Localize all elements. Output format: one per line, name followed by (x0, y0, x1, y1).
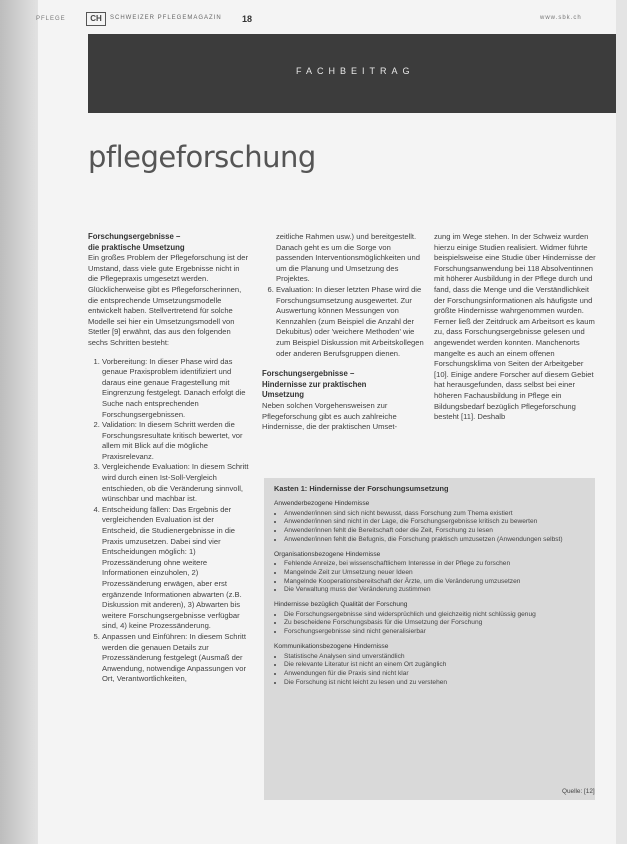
section-heading: die praktische Umsetzung (88, 242, 185, 252)
group-heading: Hindernisse bezüglich Qualität der Forschung (274, 601, 408, 609)
paragraph: zung im Wege stehen. In der Schweiz wurden hierzu einige Studien realisiert. Widmer führte beispielsweise eine Studie über Hindernisse der Forschungsanwendung bei 118 Absolventinnen mit höherer Ausbildung in der Pflege durch und fand, dass die Menge und die Verständlichkeit der Forschungsinformationen als häufigste und größte Hindernisse wahrgenommen wurden. Ferner ließ der Zeitdruck am Arbeitsort es kaum zu, dass Forschungsergebnisse gelesen und angewendet werden konnten. Manchenorts mangelte es auch an einem offenen Forschungsklima von Seiten der Arbeitgeber [10]. Einige andere Forscher auf diesem Gebiet hat herausgefunden, dass selbst bei einer höheren Fachausbildung in Pflege ein Bildungsbedarf bezüglich Pflegeforschung besteht [11]. Deshalb (434, 232, 596, 422)
group-heading: Kommunikationsbezogene Hindernisse (274, 642, 389, 650)
list-item: 5. Anpassen und Einführen: In diesem Schritt werden die genauen Details zur Prozessänderung festgelegt (Ausmaß der Anwendung, notwendige Anpassungen vor Ort, Verantwortlichkeiten, (102, 632, 250, 685)
list-item: 6. Evaluation: In dieser letzten Phase wird die Forschungsumsetzung ausgewertet. Zur Auswertung können Messungen von Kennzahlen (zum Beispiel die Anzahl der Dekubitus) oder 'weichere Methoden' wie zum Beispiel Diskussion mit Arbeitskollegen oder anderen Berufsgruppen dienen. (276, 285, 424, 359)
steps-list (88, 357, 250, 685)
magazine-logo-icon: CH (86, 12, 106, 26)
page-header (0, 0, 627, 34)
list-item: • Die Forschung ist nicht leicht zu lesen und zu verstehen (284, 679, 589, 688)
section-banner (88, 34, 616, 113)
page-number: 18 (242, 14, 253, 24)
list-item: • Anwender/innen sind nicht in der Lage, die Forschungsergebnisse kritisch zu bewerten (284, 518, 589, 527)
list-item: • Anwendungen für die Praxis sind nicht klar (284, 670, 589, 679)
article-column-1 (88, 232, 250, 685)
intro-paragraph: Ein großes Problem der Pflegeforschung ist der Umstand, dass viele gute Ergebnisse nicht in die Pflegepraxis umgesetzt werden. Glücklicherweise gibt es Pflegeforscherinnen, die entsprechende Umsetzungsmodelle entwickelt haben. Stellvertretend für solche Modelle sei hier ein Umsetzungsmodell von Stetler [9] erwähnt, das aus den folgenden sechs Schritten besteht: (88, 253, 248, 347)
list-item: 2. Validation: In diesem Schritt werden die Forschungsresultate kritisch bewertet, vor allem mit Blick auf die mögliche Praxisrelevanz. (102, 420, 250, 462)
article-title: pflegeforschung (88, 140, 316, 174)
list-item: • Zu bescheidene Forschungsbasis für die Umsetzung der Forschung (284, 619, 589, 628)
list-item: • Anwender/innen fehlt die Befugnis, die Forschung praktisch umzusetzen (Anwendungen selbst) (284, 536, 589, 545)
step-continuation: zeitliche Rahmen usw.) und bereitgestellt. Danach geht es um die Sorge von passenden Interventionsmöglichkeiten und um die Planung und Umsetzung des Projektes. (276, 232, 420, 284)
header-left-text: PFLEGE (36, 16, 66, 22)
group-heading: Anwenderbezogene Hindernisse (274, 500, 370, 507)
header-right-text: www.sbk.ch (540, 15, 582, 21)
list-item: 1. Vorbereitung: In dieser Phase wird das genaue Praxisproblem identifiziert und daraus eine genaue Fragestellung mit Eingrenzung festgelegt. Danach erfolgt die Suche nach entsprechenden Forschungsergebnissen. (102, 357, 250, 421)
list-item: • Mangelnde Zeit zur Umsetzung neuer Ideen (284, 569, 589, 578)
box-group (274, 551, 589, 596)
magazine-name: SCHWEIZER PFLEGEMAGAZIN (110, 15, 222, 21)
paragraph: Neben solchen Vorgehensweisen zur Pflegeforschung gibt es auch zahlreiche Hindernisse, die der praktischen Umset- (262, 400, 398, 432)
box-group (274, 601, 589, 637)
list-item: 3. Vergleichende Evaluation: In diesem Schritt wird durch einen Ist-Soll-Vergleich entschieden, ob die Veränderung sinnvoll, wünschbar und machbar ist. (102, 462, 250, 504)
section-heading: Hindernisse zur praktischen (262, 379, 367, 389)
section-label: FACHBEITRAG (296, 66, 415, 76)
group-heading: Organisationsbezogene Hindernisse (274, 550, 381, 558)
list-item: • Forschungsergebnisse sind nicht generalisierbar (284, 628, 589, 637)
box-group (274, 643, 589, 688)
list-item: • Die Forschungsergebnisse sind widersprüchlich und gleichzeitig nicht schlüssig genug (284, 611, 589, 620)
article-column-2 (262, 232, 424, 433)
list-item: • Anwender/innen fehlt die Bereitschaft oder die Zeit, Forschung zu lesen (284, 527, 589, 536)
source-note: Quelle: [12] (562, 788, 595, 795)
box-title: Kasten 1: Hindernisse der Forschungsumsetzung (274, 484, 449, 493)
section-heading: Forschungsergebnisse – (262, 369, 355, 379)
list-item: 4. Entscheidung fällen: Das Ergebnis der vergleichenden Evaluation ist der Entscheid, die Studienergebnisse in die Praxis umzusetzen. Dabei sind vier Entscheidungen möglich: 1) Prozessänderung ohne weitere Informationen einzuholen, 2) Prozessänderung erwägen, aber erst ergänzende Informationen abwarten (z.B. Diskussion mit anderen), 3) Abwarten bis weitere Forschungsergebnisse verfügbar sind, 4) keine Prozessänderung. (102, 505, 250, 632)
book-spine-shadow (0, 0, 38, 844)
section-heading: Forschungsergebnisse – (88, 232, 181, 241)
article-column-3 (434, 232, 596, 423)
box-group (274, 500, 589, 545)
list-item: • Die Verwaltung muss der Veränderung zustimmen (284, 586, 589, 595)
list-item: • Anwender/innen sind sich nicht bewusst, dass Forschung zum Thema existiert (284, 510, 589, 519)
list-item: • Fehlende Anreize, bei wissenschaftlichem Interesse in der Pflege zu forschen (284, 560, 589, 569)
box-body (274, 500, 589, 693)
list-item: • Mangelnde Kooperationsbereitschaft der Ärzte, um die Veränderung umzusetzen (284, 578, 589, 587)
info-box (264, 478, 595, 800)
list-item: • Die relevante Literatur ist nicht an einem Ort zugänglich (284, 661, 589, 670)
list-item: • Statistische Analysen sind unverständlich (284, 653, 589, 662)
section-heading: Umsetzung (262, 390, 305, 400)
steps-list (262, 285, 424, 359)
